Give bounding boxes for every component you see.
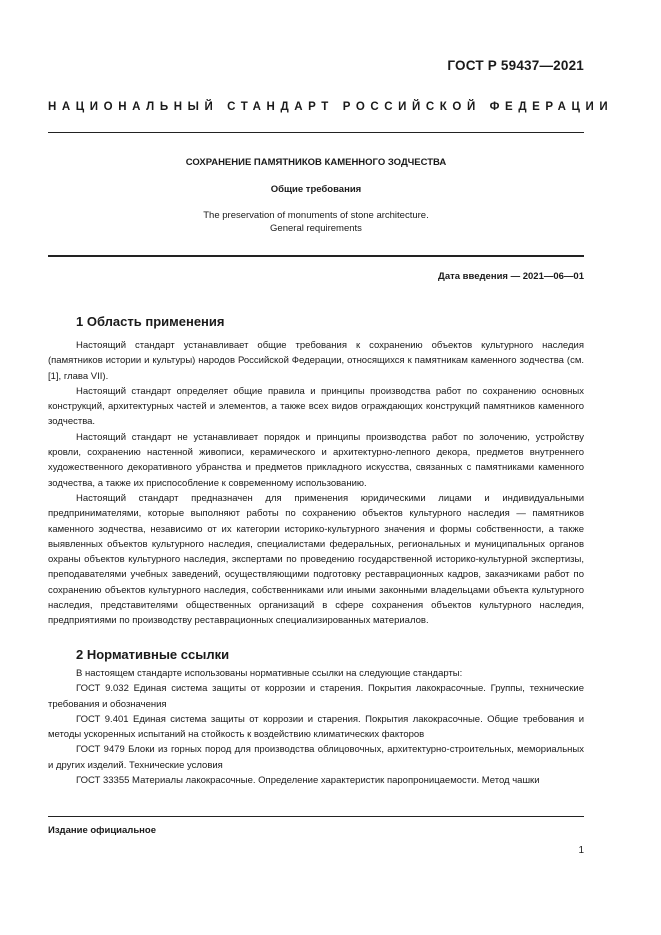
normative-reference: ГОСТ 9479 Блоки из горных пород для производства облицовочных, архитектурно-строительных, мемориальных и других изделий. Технические условия — [48, 744, 584, 771]
title-english-line-2: General requirements — [270, 223, 362, 234]
edition-divider — [48, 816, 584, 817]
section-1-heading: 1 Область применения — [76, 314, 225, 329]
title-english-line-1: The preservation of monuments of stone architecture. — [203, 210, 429, 221]
document-page — [48, 0, 614, 935]
standard-number: ГОСТ Р 59437—2021 — [447, 58, 584, 73]
section-1-paragraph: Настоящий стандарт определяет общие правила и принципы производства работ по сохранению основных конструкций, архитектурных частей и элементов, а также всех видов ограждающих конструкций памятников каменного зодчества. — [48, 385, 584, 428]
document-title: СОХРАНЕНИЕ ПАМЯТНИКОВ КАМЕННОГО ЗОДЧЕСТВА — [185, 157, 447, 168]
top-divider — [48, 132, 584, 133]
section-2-paragraph: В настоящем стандарте использованы нормативные ссылки на следующие стандарты: — [76, 668, 463, 679]
section-1-paragraph: Настоящий стандарт предназначен для применения юридическими лицами и индивидуальными предпринимателями, которые выполняют работы по сохранению объектов культурного наследия — памятников каменного зодчества, независимо от их категории историко-культурного значения и формы собственности, а также выявленных объектов культурного наследия, специалистами федеральных, региональных и муниципальных органов охраны объектов культурного наследия, экспертами по проведению государственной историко-культурной экспертизы, преподавателями учебных заведений, осуществляющими подготовку реставрационных кадров, заказчиками работ по сохранению объектов культурного наследия, собственниками или иными законными владельцами объекта культурного наследия, представителями общественных организаций в сфере сохранения объектов культурного наследия, предприятиями по производству реставрационных специализированных материалов. — [48, 492, 584, 627]
normative-reference: ГОСТ 33355 Материалы лакокрасочные. Определение характеристик паропроницаемости. Метод чашки — [76, 775, 540, 787]
section-1-paragraph: Настоящий стандарт устанавливает общие требования к сохранению объектов культурного наследия (памятников истории и культуры) народов Российской Федерации, относящихся к памятникам каменного зодчества (см. [1], глава VII). — [48, 340, 584, 382]
introduction-date: Дата введения — 2021—06—01 — [438, 271, 584, 282]
document-subtitle: Общие требования — [270, 184, 362, 195]
section-2-body — [48, 666, 584, 788]
page-number: 1 — [578, 845, 584, 856]
normative-reference: ГОСТ 9.032 Единая система защиты от коррозии и старения. Покрытия лакокрасочные. Группы, технические требования и обозначения — [48, 683, 584, 710]
title-divider — [48, 255, 584, 257]
normative-reference: ГОСТ 9.401 Единая система защиты от коррозии и старения. Покрытия лакокрасочные. Общие требования и методы ускоренных испытаний на стойкость к воздействию климатических факторов — [48, 713, 584, 741]
section-2-heading: 2 Нормативные ссылки — [76, 647, 230, 662]
official-edition-label: Издание официальное — [48, 825, 156, 836]
section-1-paragraph: Настоящий стандарт не устанавливает порядок и принципы производства работ по золочению, устройству кровли, сохранению настенной живописи, керамического и архитектурно-лепного декора, предметов внутреннего художественного декоративного убранства и предметов прикладного искусства, связанных с памятниками каменного зодчества, а также их приспособление к современному использованию. — [48, 431, 584, 489]
national-standard-label: НАЦИОНАЛЬНЫЙ СТАНДАРТ РОССИЙСКОЙ ФЕДЕРАЦИИ — [48, 101, 614, 113]
section-1-body — [48, 338, 584, 629]
document-title-english — [48, 209, 584, 235]
